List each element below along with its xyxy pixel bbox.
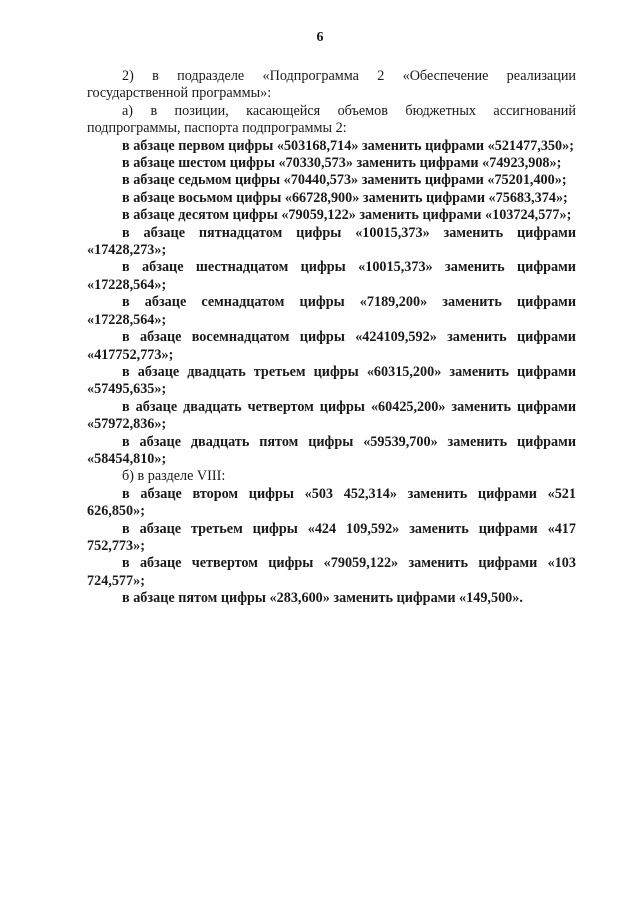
paragraph-amendment: в абзаце восемнадцатом цифры «424109,592» заменить цифрами «417752,773»; xyxy=(87,329,576,363)
paragraph-amendment: в абзаце двадцать третьем цифры «60315,200» заменить цифрами «57495,635»; xyxy=(87,363,576,398)
paragraph-subsection-2: 2) в подразделе «Подпрограмма 2 «Обеспечение реализации государственной программы»: xyxy=(87,68,576,102)
paragraph-amendment: в абзаце втором цифры «503 452,314» заменить цифрами «521 626,850»; xyxy=(87,485,576,520)
paragraph-amendment: в абзаце третьем цифры «424 109,592» заменить цифрами «417 752,773»; xyxy=(87,520,576,554)
paragraph-amendment: в абзаце семнадцатом цифры «7189,200» заменить цифрами «17228,564»; xyxy=(87,294,576,328)
paragraph-item-b: б) в разделе VIII: xyxy=(122,468,226,485)
paragraph-amendment: в абзаце двадцать пятом цифры «59539,700» заменить цифрами «58454,810»; xyxy=(87,433,576,467)
paragraph-amendment: в абзаце восьмом цифры «66728,900» заменить цифрами «75683,374»; xyxy=(122,189,568,206)
paragraph-amendment: в абзаце пятнадцатом цифры «10015,373» заменить цифрами «17428,273»; xyxy=(87,224,576,259)
paragraph-amendment: в абзаце шестом цифры «70330,573» заменить цифрами «74923,908»; xyxy=(122,155,562,172)
paragraph-item-a: а) в позиции, касающейся объемов бюджетных ассигнований подпрограммы, паспорта подпрограммы 2: xyxy=(87,102,576,137)
document-body xyxy=(87,68,576,608)
paragraph-amendment: в абзаце четвертом цифры «79059,122» заменить цифрами «103 724,577»; xyxy=(87,555,576,589)
paragraph-amendment: в абзаце шестнадцатом цифры «10015,373» заменить цифрами «17228,564»; xyxy=(87,259,576,293)
paragraph-amendment: в абзаце пятом цифры «283,600» заменить цифрами «149,500». xyxy=(122,590,523,607)
paragraph-amendment: в абзаце двадцать четвертом цифры «60425,200» заменить цифрами «57972,836»; xyxy=(87,398,576,433)
paragraph-amendment: в абзаце первом цифры «503168,714» заменить цифрами «521477,350»; xyxy=(122,137,574,154)
paragraph-amendment: в абзаце десятом цифры «79059,122» заменить цифрами «103724,577»; xyxy=(122,207,572,224)
page-number: 6 xyxy=(316,30,324,45)
paragraph-amendment: в абзаце седьмом цифры «70440,573» заменить цифрами «75201,400»; xyxy=(122,172,567,189)
